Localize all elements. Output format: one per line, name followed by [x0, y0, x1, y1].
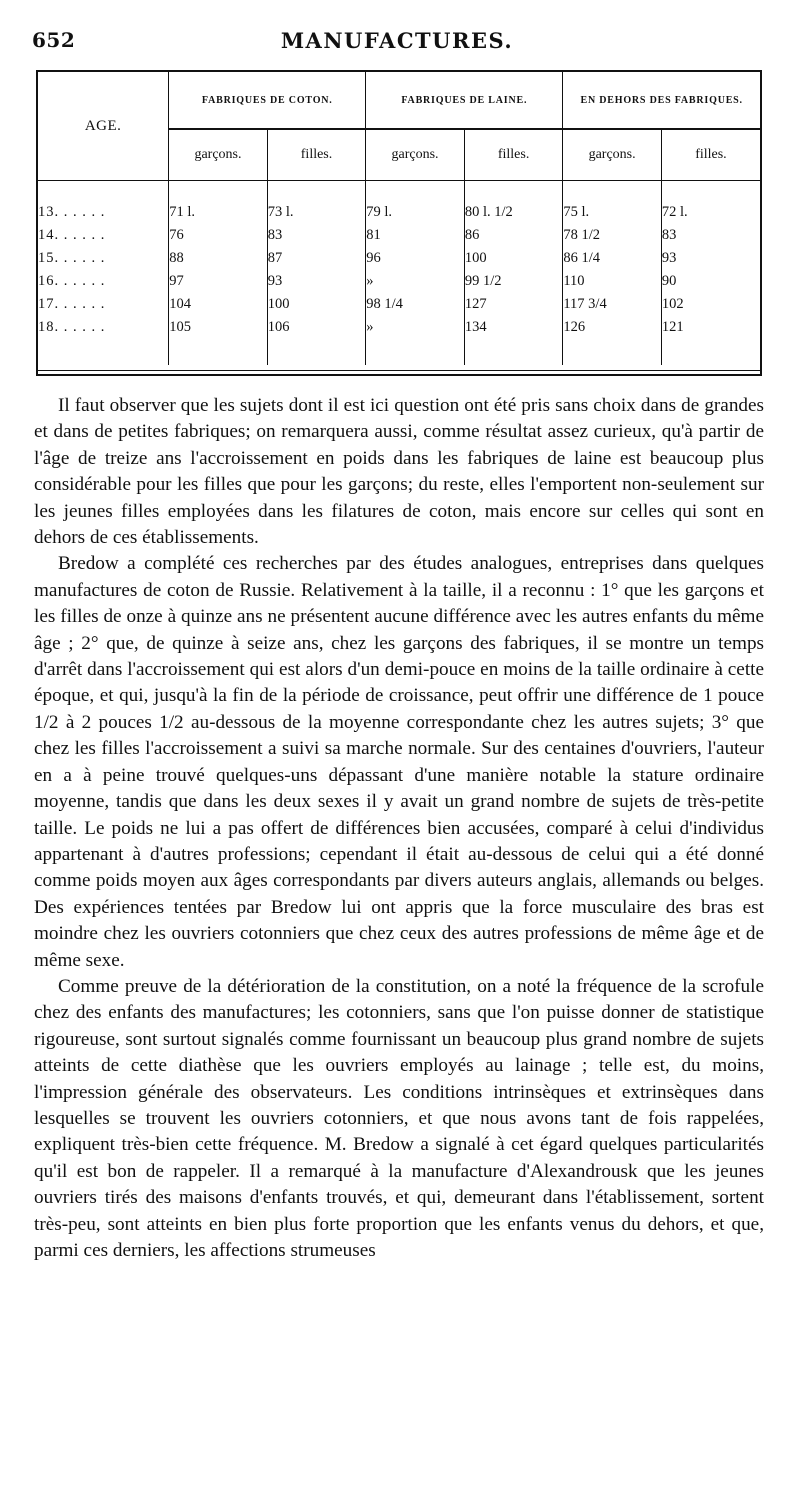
value-cell: 96 — [366, 247, 465, 270]
value-cell: » — [366, 316, 465, 339]
value-cell: 75 l. — [563, 201, 662, 224]
value-cell: 83 — [661, 227, 677, 243]
value-cell: 106 — [267, 316, 366, 339]
value-cell: 86 1/4 — [563, 247, 662, 270]
value-cell: 105 — [169, 316, 268, 339]
value-cell: 100 — [464, 247, 563, 270]
value-cell: » — [366, 270, 465, 293]
table-row — [38, 293, 760, 316]
value-cell: 87 — [267, 247, 366, 270]
value-cell: 126 — [563, 316, 662, 339]
value-cell: 79 l. — [366, 201, 465, 224]
subheader-laine-garcons: garçons. — [366, 129, 465, 181]
subheader-dehors-filles: filles. — [661, 129, 760, 181]
value-cell: 88 — [169, 247, 268, 270]
weight-table — [38, 72, 760, 365]
value-cell: 73 l. — [267, 201, 366, 224]
value-cell: 71 l. — [169, 201, 268, 224]
running-title: MANUFACTURES. — [280, 28, 514, 53]
value-cell: 110 — [563, 270, 662, 293]
value-cell: 127 — [464, 293, 563, 316]
table-row — [38, 224, 760, 247]
value-cell: 100 — [267, 293, 366, 316]
age-cell: 18. . . . . . — [38, 316, 169, 339]
age-cell: 17. . . . . . — [38, 293, 169, 316]
value-cell: 104 — [169, 293, 268, 316]
value-cell: 80 l. 1/2 — [464, 201, 563, 224]
value-cell: 78 1/2 — [563, 224, 662, 247]
age-cell: 16. . . . . . — [38, 270, 169, 293]
value-cell: 98 1/4 — [366, 293, 465, 316]
age-cell: 13. . . . . . — [38, 201, 169, 224]
value-cell: 102 — [661, 296, 684, 312]
table-row — [38, 270, 760, 293]
value-cell: 117 3/4 — [563, 293, 662, 316]
subheader-dehors-garcons: garçons. — [563, 129, 662, 181]
value-cell: 121 — [661, 319, 684, 335]
group-header-coton: FABRIQUES DE COTON. — [169, 72, 366, 129]
value-cell: 90 — [661, 273, 677, 289]
subheader-laine-filles: filles. — [464, 129, 563, 181]
paragraph: Bredow a complété ces recherches par des études analogues, entreprises dans quelques manufactures de coton de Russie. Relativement à la taille, il a reconnu : 1° que les garçons et les filles de onze à quinze ans ne présentent aucune différence avec les autres enfants du même âge ; 2° que, de quinze à seize ans, chez les garçons des fabriques, il se montre un temps d'arrêt dans l'accroissement qui est alors d'un demi-pouce en moins de la taille ordinaire à cette époque, et qui, jusqu'à la fin de la période de croissance, peut offrir une différence de 1 pouce 1/2 à 2 pouces 1/2 au-dessous de la moyenne correspondante chez les autres sujets; 3° que chez les filles l'accroissement a suivi sa marche normale. Sur des centaines d'ouvriers, l'auteur en a à peine trouvé quelques-uns dépassant d'une manière notable la stature ordinaire moyenne, tandis que dans les deux sexes il y avait un grand nombre de sujets de très-petite taille. Le poids ne lui a pas offert de différences bien accusées, comparé à celui d'individus appartenant à d'autres professions; cependant il était au-dessous de celui qui a été donné comme poids moyen aux âges correspondants par divers auteurs anglais, allemands ou belges. Des expériences tentées par Bredow lui ont appris que la force musculaire des bras est moindre chez les ouvriers cotonniers que chez ceux des autres professions de même âge et de même sexe. — [34, 553, 764, 971]
subheader-coton-garcons: garçons. — [169, 129, 268, 181]
value-cell: 72 l. — [661, 204, 688, 220]
value-cell: 97 — [169, 270, 268, 293]
value-cell: 134 — [464, 316, 563, 339]
subheader-coton-filles: filles. — [267, 129, 366, 181]
value-cell: 76 — [169, 224, 268, 247]
table-row — [38, 201, 760, 224]
paragraph: Il faut observer que les sujets dont il est ici question ont été pris sans choix dans de grandes et dans de petites fabriques; on remarquera aussi, comme résultat assez curieux, qu'à partir de l'âge de treize ans l'accroissement en poids dans les fabriques de laine est beaucoup plus considérable pour les filles que pour les garçons; du reste, elles l'emportent non-seulement sur les jeunes filles employées dans les filatures de coton, mais encore sur celles qui sont en dehors de ces établissements. — [34, 395, 764, 549]
age-cell: 14. . . . . . — [38, 224, 169, 247]
value-cell: 93 — [267, 270, 366, 293]
value-cell: 93 — [661, 250, 677, 266]
value-cell: 81 — [366, 224, 465, 247]
table-row — [38, 316, 760, 339]
value-cell: 99 1/2 — [464, 270, 563, 293]
paragraph: Comme preuve de la détérioration de la constitution, on a noté la fréquence de la scrofule chez des enfants des manufactures; les cotonniers, sans que l'on puisse donner de statistique rigoureuse, sont surtout signalés comme fournissant un beaucoup plus grand nombre de sujets atteints de cette diathèse que les ouvriers employés au lainage ; telle est, du moins, l'impression générale des observateurs. Les conditions intrinsèques et extrinsèques dans lesquelles se trouvent les ouvriers cotonniers, et que nous avons tant de fois rappelées, expliquent très-bien cette fréquence. M. Bredow a signalé à cet égard quelques particularités qu'il est bon de rappeler. Il a remarqué à la manufacture d'Alexandrousk que les jeunes ouvriers tirés des maisons d'enfants trouvés, et qui, demeurant dans l'établissement, sortent très-peu, sont atteints en bien plus forte proportion que les enfants venus du dehors, et que, parmi ces derniers, les affections strumeuses — [34, 975, 764, 1261]
value-cell: 83 — [267, 224, 366, 247]
data-table — [36, 70, 762, 376]
group-header-laine: FABRIQUES DE LAINE. — [366, 72, 563, 129]
age-cell: 15. . . . . . — [38, 247, 169, 270]
table-row — [38, 247, 760, 270]
age-column-header: AGE. — [38, 72, 169, 181]
page-header — [32, 28, 762, 54]
body-text — [34, 393, 764, 1264]
page-number: 652 — [32, 28, 76, 52]
group-header-dehors: EN DEHORS DES FABRIQUES. — [563, 72, 760, 129]
value-cell: 86 — [464, 224, 563, 247]
